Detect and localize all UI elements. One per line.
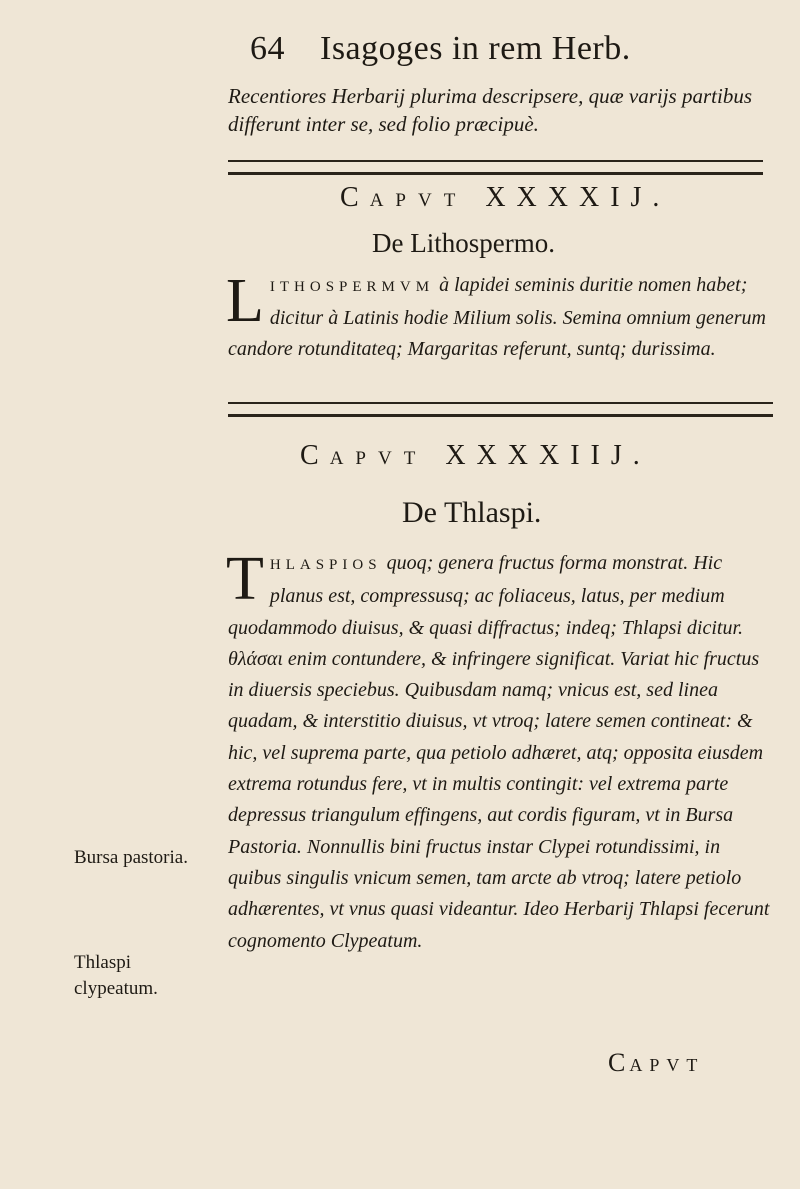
catchword-rest: APVT — [629, 1055, 705, 1075]
lead-word: ITHOSPERMVM — [269, 279, 435, 295]
body-text: quoq; genera fructus forma monstrat. Hic planus est, compressusq; ac foliaceus, latus, per medium quodammodo diuisus, & quasi diffractus; indeq; Thlapsi dicitur. θλάσαι enim contundere, & infringere significat. Variat hic fructus in diuersis speciebus. Quibusdam namq; vnicus est, sed linea quadam, & interstitio diuisus, vt vtroq; latere semen contineat: & hic, vel suprema parte, qua petiolo adhæret, atq; opposita eiusdem extrema rotundus fere, vt in multis contingit: vel extrema parte depressus triangulum effingens, aut cordis figuram, vt in Bursa Pastoria. Nonnullis bini fructus instar Clypei rotundissimi, in quibus singulis vnicum semen, tam arcte ab vtroq; latere petiolo adhærentes, vt vnus quasi videantur. Ideo Herbarij Thlapsi fecerunt cognomento Clypeatum. — [228, 552, 770, 952]
chapter-body — [226, 267, 768, 365]
chapter-body — [226, 545, 776, 957]
caput-word: APVT — [329, 448, 428, 469]
lead-word: HLASPIOS — [269, 557, 382, 573]
catchword-initial: C — [608, 1048, 630, 1077]
caput-word: APVT — [369, 190, 468, 211]
drop-cap: L — [226, 267, 264, 335]
running-header — [250, 30, 670, 68]
caput-number: XXXXIIJ. — [445, 440, 651, 471]
chapter-heading — [300, 440, 651, 472]
chapter-subtitle: De Thlaspi. — [402, 496, 542, 529]
caput-initial: C — [300, 440, 330, 471]
chapter-heading — [340, 182, 670, 214]
chapter-subtitle: De Lithospermo. — [372, 228, 555, 258]
caput-initial: C — [340, 182, 370, 213]
ornamental-rule — [228, 160, 763, 175]
intro-text: Recentiores Herbarij plurima descripsere, quæ varijs partibus differunt inter se, sed folio præcipuè. — [228, 84, 752, 136]
caput-number: XXXXIJ. — [485, 182, 671, 213]
body-text: à lapidei seminis duritie nomen habet; dicitur à Latinis hodie Milium solis. Semina omnium generum candore rotunditateq; Margaritas referunt, suntq; durissima. — [228, 274, 766, 360]
page-number: 64 — [250, 30, 285, 67]
drop-cap: T — [226, 545, 264, 613]
margin-note: Bursa pastoria. — [74, 847, 188, 868]
running-title: Isagoges in rem Herb. — [320, 30, 631, 67]
ornamental-rule — [228, 402, 773, 417]
margin-note: Thlaspi clypeatum. — [74, 952, 158, 999]
catchword — [608, 1048, 704, 1078]
